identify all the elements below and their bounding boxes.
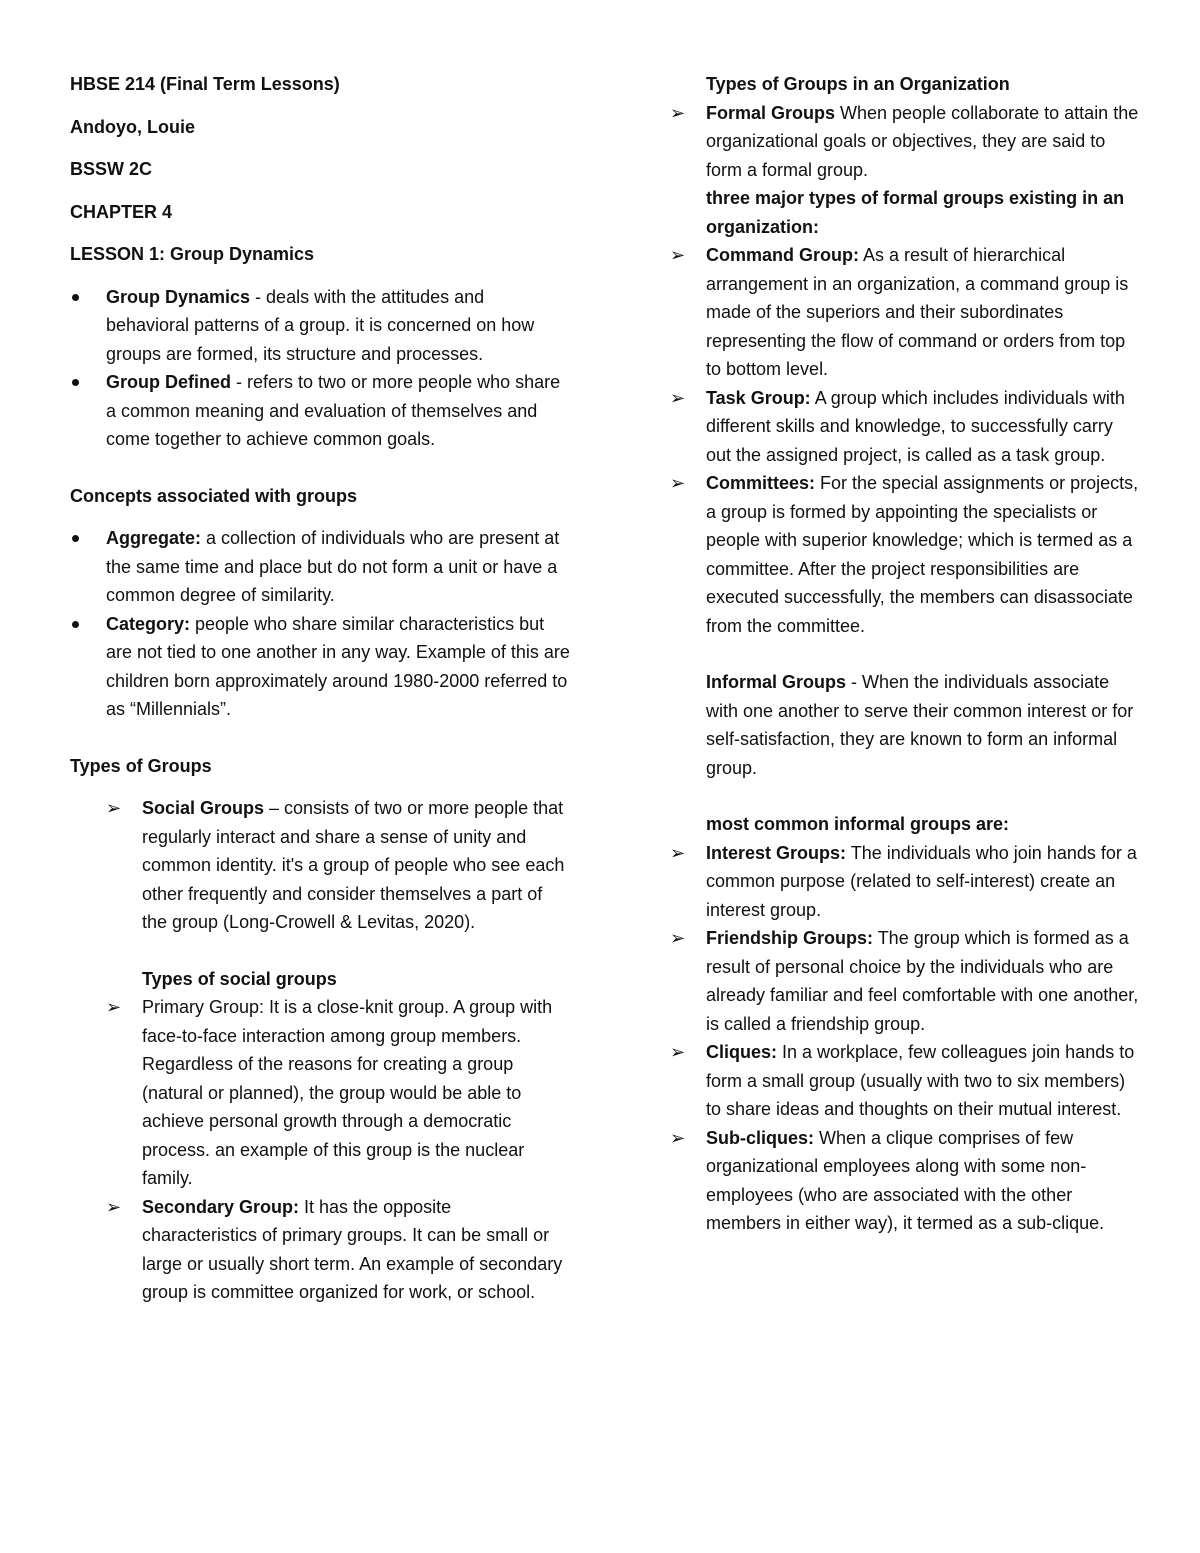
bullet-term: Group Dynamics: [106, 286, 251, 307]
student-name: Andoyo, Louie: [70, 116, 195, 137]
chapter-label: CHAPTER 4: [70, 201, 173, 222]
bullet-text: - refers to two or more people who share a common meaning and evaluation of themselves and come together to achieve common goals.: [106, 372, 561, 449]
arrow-text: The group which is formed as a result of personal choice by the individuals who are already familiar and feel comfortable with one another, is called a friendship group.: [706, 928, 1139, 1034]
bullet-text: a collection of individuals who are present at the same time and place but do not form a unit or have a common degree of similarity.: [106, 528, 560, 605]
arrow-sub-cliques: [670, 1124, 1140, 1238]
concepts-heading: Concepts associated with groups: [70, 485, 358, 506]
arrow-text: It has the opposite characteristics of primary groups. It can be small or large or usually short term. An example of secondary group is committee organized for work, or school.: [142, 1196, 563, 1302]
informal-text: - When the individuals associate with one another to serve their common interest or for self-satisfaction, they are known to form an informal group.: [706, 672, 1134, 778]
arrow-text: For the special assignments or projects, a group is formed by appointing the specialists or people with superior knowledge; which is termed as a committee. After the project responsibilities are executed successfully, the members can disassociate from the committee.: [706, 473, 1139, 636]
arrow-bullet-icon: ➢: [670, 928, 686, 948]
arrow-term: Formal Groups: [706, 102, 836, 123]
arrow-interest-groups: [670, 839, 1140, 925]
bullet-term: Category:: [106, 613, 191, 634]
arrow-bullet-icon: ➢: [670, 473, 686, 493]
arrow-bullet-icon: ➢: [670, 245, 686, 265]
org-groups-heading: Types of Groups in an Organization: [706, 74, 1010, 94]
bullet-term: Group Defined: [106, 372, 231, 392]
bullet-text: - deals with the attitudes and behavioral patterns of a group. it is concerned on how groups are formed, its structure and processes.: [106, 286, 535, 364]
lesson-title: LESSON 1: Group Dynamics: [70, 244, 315, 264]
arrow-term: Cliques:: [706, 1042, 778, 1062]
arrow-task-group: [670, 384, 1140, 470]
informal-term: Informal Groups: [706, 672, 847, 692]
arrow-term: Committees:: [706, 473, 816, 493]
arrow-text: – consists of two or more people that regularly interact and share a sense of unity and common identity. it's a group of people who see each other frequently and consider themselves a part of the group (Long-Crowell & Levitas, 2020).: [142, 798, 565, 932]
arrow-text: A group which includes individuals with different skills and knowledge, to successfully carry out the assigned project, is called as a task group.: [706, 387, 1125, 465]
arrow-bullet-icon: ➢: [670, 1127, 686, 1148]
types-of-groups-heading: Types of Groups: [70, 755, 212, 776]
arrow-secondary-group: [106, 1193, 570, 1307]
arrow-bullet-icon: ➢: [106, 997, 122, 1017]
arrow-term: Interest Groups:: [706, 842, 847, 863]
arrow-bullet-icon: ➢: [670, 1042, 686, 1062]
arrow-bullet-icon: ➢: [670, 387, 686, 408]
arrow-text: The individuals who join hands for a common purpose (related to self-interest) create an interest group.: [706, 842, 1137, 920]
informal-types-heading: most common informal groups are:: [706, 814, 1010, 834]
arrow-bullet-icon: ➢: [670, 842, 686, 863]
arrow-bullet-icon: ➢: [106, 1196, 122, 1217]
formal-types-heading: three major types of formal groups existing in an organization:: [706, 188, 1125, 237]
course-title: HBSE 214 (Final Term Lessons): [70, 74, 340, 94]
arrow-command-group: [670, 241, 1140, 384]
bullet-aggregate: [70, 524, 570, 610]
arrow-term: Task Group:: [706, 387, 811, 408]
arrow-term: Command Group:: [706, 245, 859, 265]
arrow-primary-group: [106, 993, 570, 1193]
arrow-social-groups: [106, 794, 570, 937]
bullet-category: [70, 610, 570, 724]
arrow-term: Friendship Groups:: [706, 928, 874, 948]
arrow-friendship-groups: [670, 924, 1140, 1038]
arrow-committees: [670, 469, 1140, 640]
bullet-group-dynamics: [70, 283, 570, 369]
arrow-bullet-icon: ➢: [106, 798, 122, 818]
arrow-term: Sub-cliques:: [706, 1127, 815, 1148]
arrow-cliques: [670, 1038, 1140, 1124]
section-label: BSSW 2C: [70, 159, 153, 179]
arrow-text: In a workplace, few colleagues join hands to form a small group (usually with two to six members) to share ideas and thoughts on their mutual interest.: [706, 1042, 1135, 1119]
bullet-group-defined: [70, 368, 570, 454]
arrow-text: Primary Group: It is a close-knit group. A group with face-to-face interaction among group members. Regardless of the reasons for creating a group (natural or planned), the group would be able to achieve personal growth through a democratic process. an example of this group is the nuclear family.: [142, 997, 553, 1188]
left-column: [70, 70, 570, 1307]
bullet-text: people who share similar characteristics but are not tied to one another in any way. Example of this are children born approximately around 1980-2000 referred to as “Millennials”.: [106, 613, 570, 719]
right-column: [670, 70, 1140, 1238]
informal-groups-paragraph: [670, 668, 1140, 782]
arrow-text: When people collaborate to attain the organizational goals or objectives, they are said to form a formal group.: [706, 102, 1139, 180]
bullet-term: Aggregate:: [106, 528, 202, 548]
arrow-text: When a clique comprises of few organizational employees along with some non-employees (who are associated with the other members in either way), it termed as a sub-clique.: [706, 1127, 1105, 1233]
arrow-bullet-icon: ➢: [670, 102, 686, 123]
arrow-formal-groups: [670, 99, 1140, 185]
arrow-text: As a result of hierarchical arrangement in an organization, a command group is made of the superiors and their subordinates representing the flow of command or orders from top to bottom level.: [706, 245, 1129, 379]
arrow-term: Secondary Group:: [142, 1196, 300, 1217]
social-types-heading: Types of social groups: [142, 968, 337, 989]
arrow-term: Social Groups: [142, 798, 265, 818]
